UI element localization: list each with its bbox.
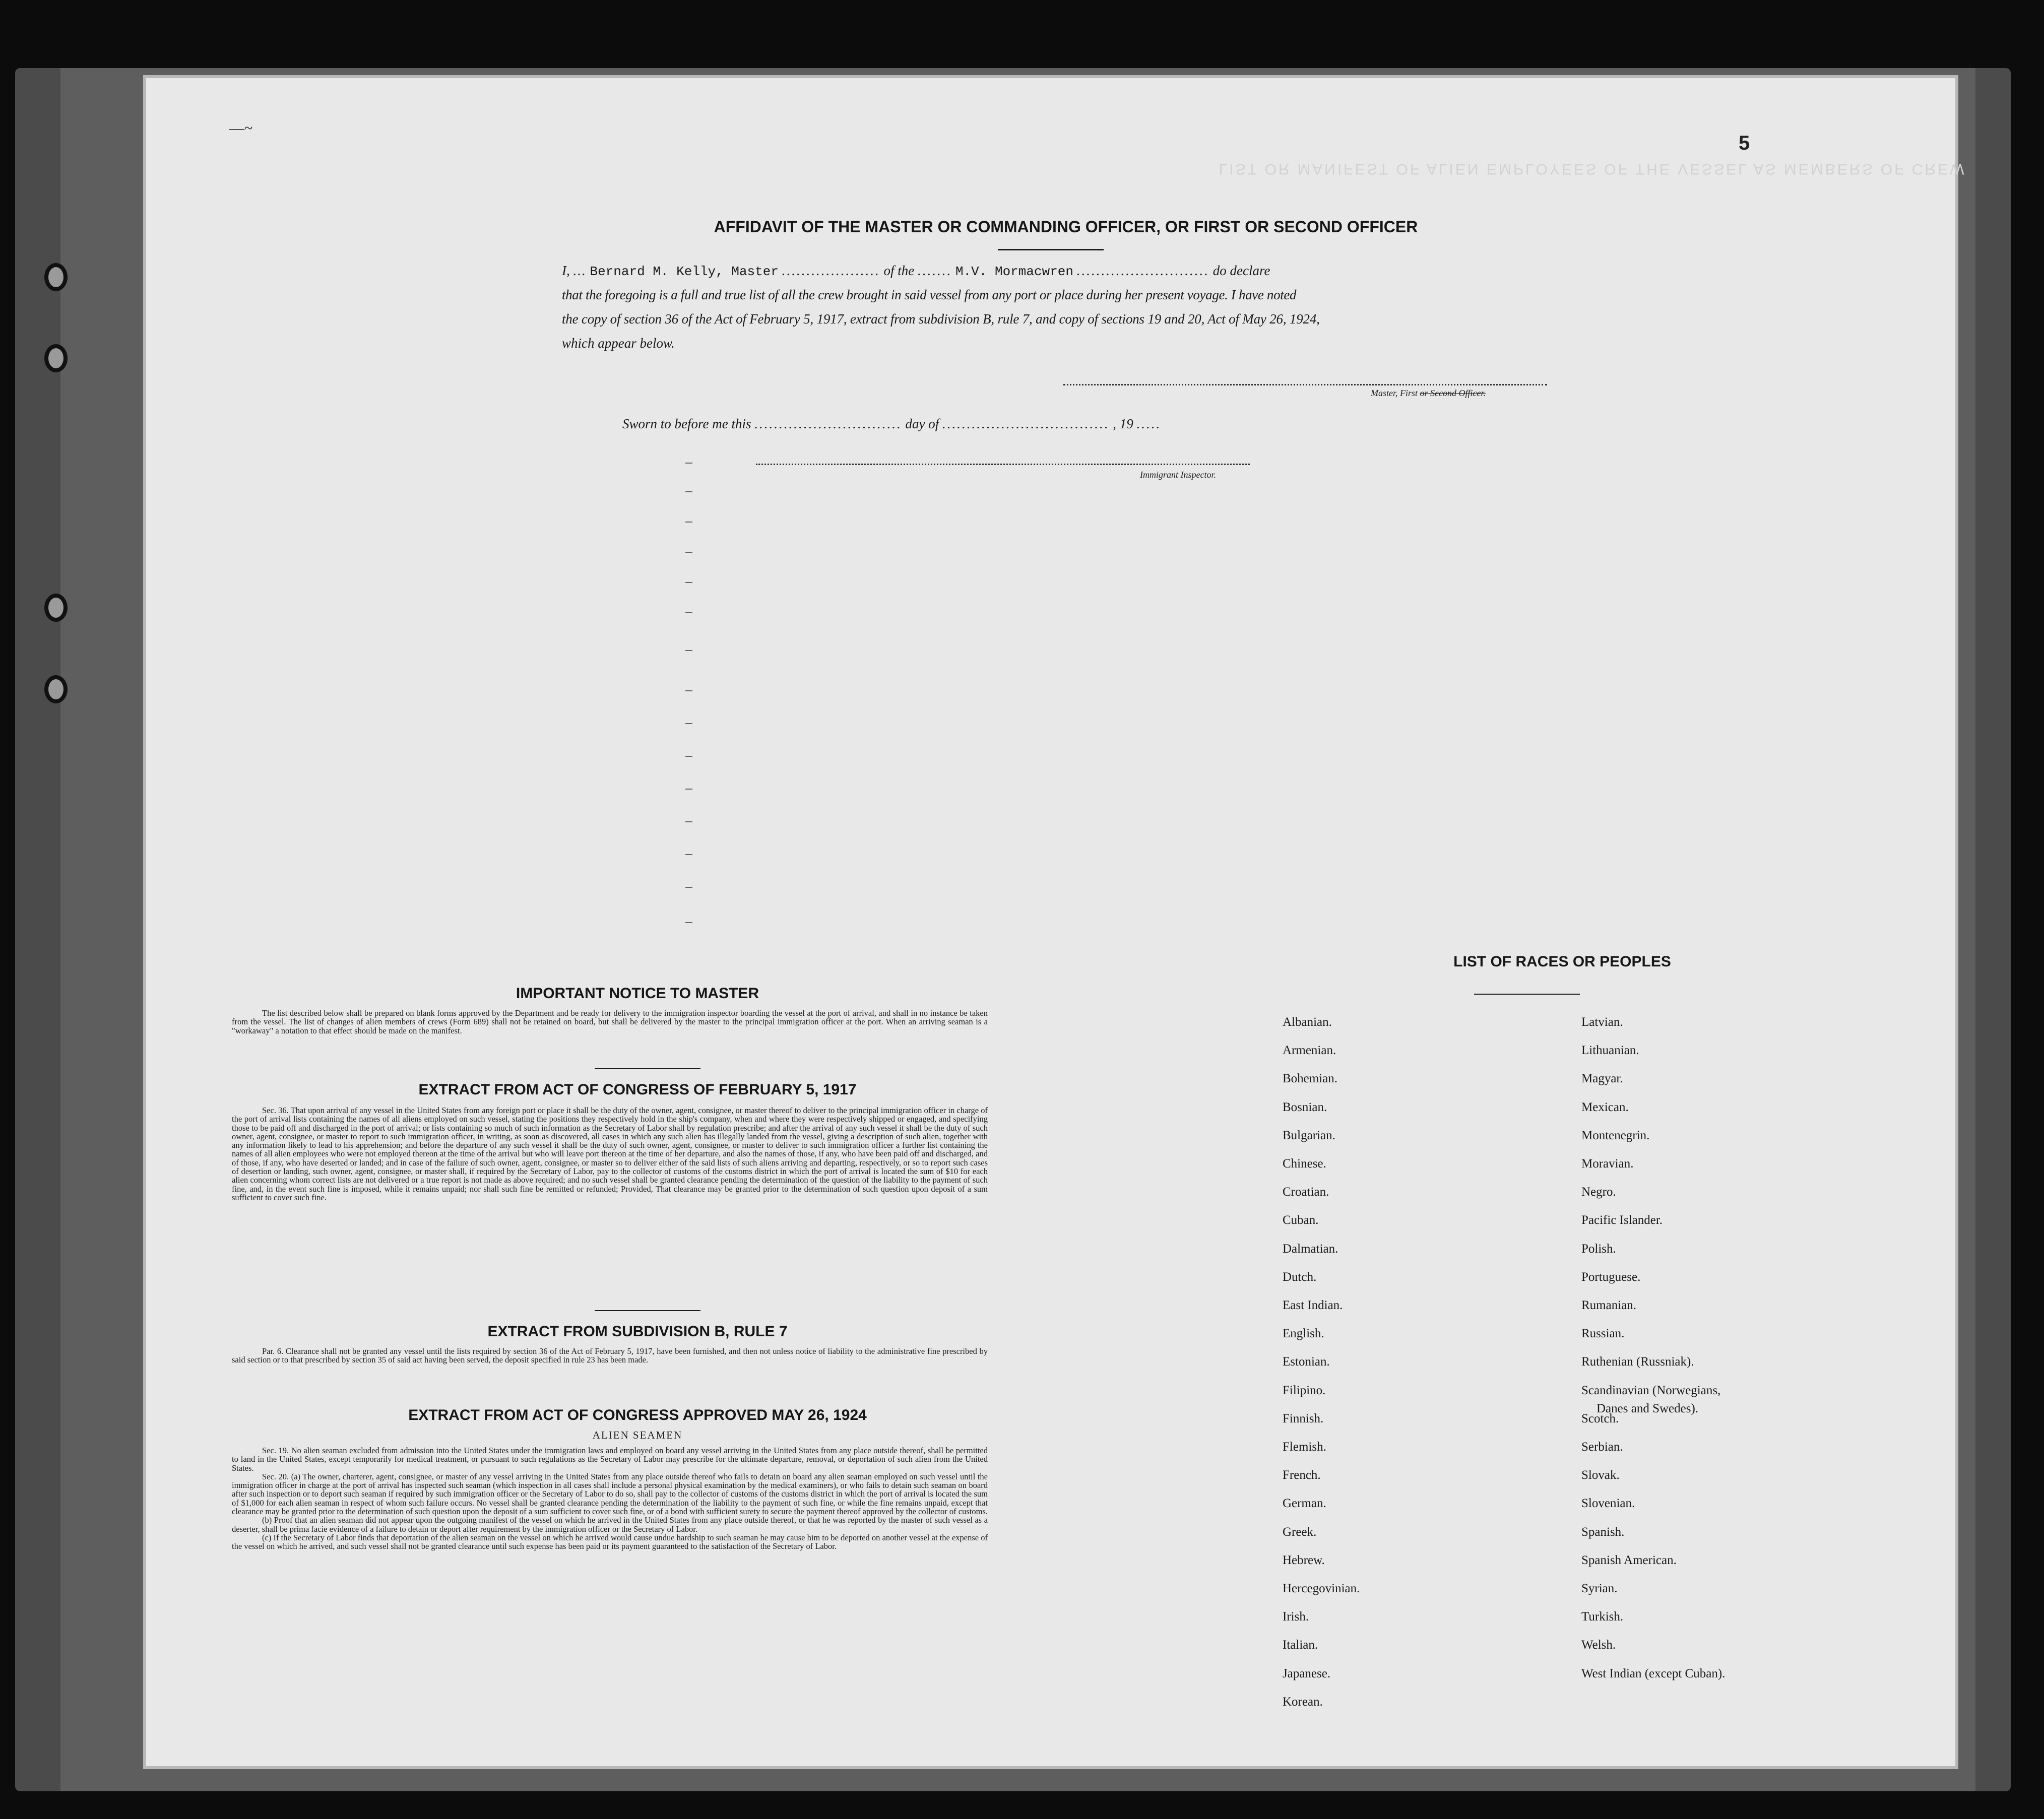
race-item: Polish. xyxy=(1581,1242,1616,1256)
race-item: French. xyxy=(1283,1468,1321,1482)
corner-dash-mark: —~ xyxy=(229,120,253,137)
faint-mark xyxy=(685,463,692,464)
faint-mark xyxy=(685,650,692,651)
race-item: Dutch. xyxy=(1283,1270,1317,1284)
race-item: Japanese. xyxy=(1283,1666,1331,1680)
sworn-line: Sworn to before me this .............................. day of .................................. , 19 ..... xyxy=(622,416,1162,431)
race-item: Portuguese. xyxy=(1581,1270,1641,1284)
race-item: Hercegovinian. xyxy=(1283,1582,1360,1595)
faint-mark xyxy=(685,612,692,613)
race-item: Slovenian. xyxy=(1581,1497,1635,1511)
race-item: Rumanian. xyxy=(1581,1298,1637,1312)
race-item: Danes and Swedes). xyxy=(1596,1401,1699,1415)
race-item: Albanian. xyxy=(1283,1015,1332,1029)
affidavit-line-2: that the foregoing is a full and true list of all the crew brought in said vessel from any port or place during her present voyage. I have noted xyxy=(562,287,1297,302)
race-item: Welsh. xyxy=(1581,1638,1616,1652)
punch-hole xyxy=(44,344,68,372)
faint-mark xyxy=(685,582,692,583)
race-item: Bulgarian. xyxy=(1283,1128,1335,1142)
race-item: English. xyxy=(1283,1327,1324,1341)
faint-mark xyxy=(685,723,692,724)
extract-1924-title: EXTRACT FROM ACT OF CONGRESS APPROVED MAY 26, 1924 xyxy=(408,1407,867,1423)
races-divider xyxy=(1474,994,1580,995)
section-19: Sec. 19. No alien seaman excluded from admission into the United States under the immigration laws and employed on board any vessel arriving in the United States from any place outside thereof, shall be permitted to land in the United States, except temporarily for medical treatment, or pursuant to such regulations as the Secretary of Labor may prescribe for the ultimate departure, removal, or deportation of such alien from the United States. xyxy=(232,1446,988,1473)
race-item: Moravian. xyxy=(1581,1157,1634,1171)
race-item: Estonian. xyxy=(1283,1355,1330,1369)
section-20a: Sec. 20. (a) The owner, charterer, agent, consignee, or master of any vessel arriving in the United States from any place outside thereof who fails to detain on board any alien seaman employed on such vessel until the immigration officer in charge at the port of arrival has inspected such seaman (which inspection in all cases shall include a personal physical examination by the medical examiners), or who fails to detain such seaman on board after such inspection or to deport such seaman if required by such immigration officer or the Secretary of Labor to do so, shall pay to the collector of customs of the customs district in which the port of arrival is located the sum of $1,000 for each alien seaman in respect of whom such failure occurs. No vessel shall be granted clearance pending the determination of the liability to the payment of such fine, or while the fine remains unpaid, except that clearance may be granted prior to the determination of such question upon the deposit of a sum sufficient to cover such fine, or of a bond with sufficient surety to secure the payment thereof approved by the collector of customs. xyxy=(232,1471,988,1517)
races-title: LIST OF RACES OR PEOPLES xyxy=(1453,953,1671,970)
punch-hole xyxy=(44,675,68,703)
section-divider xyxy=(595,1068,700,1069)
race-item: Latvian. xyxy=(1581,1015,1623,1029)
sworn-prefix: Sworn to before me this xyxy=(622,416,751,431)
race-item: Pacific Islander. xyxy=(1581,1213,1663,1227)
race-item: Negro. xyxy=(1581,1185,1616,1199)
vessel-name: M.V. Mormacwren xyxy=(955,264,1074,279)
sworn-day-label: day of xyxy=(905,416,939,431)
race-item: Irish. xyxy=(1283,1610,1309,1624)
affidavit-prefix: I, xyxy=(562,263,570,278)
of-the-label: of the xyxy=(883,263,915,278)
race-item: Turkish. xyxy=(1581,1610,1624,1624)
extract-1924-subtitle: ALIEN SEAMEN xyxy=(592,1429,683,1441)
race-item: Flemish. xyxy=(1283,1440,1326,1454)
race-item: Syrian. xyxy=(1581,1582,1618,1595)
faint-mark xyxy=(685,756,692,757)
section-20c: (c) If the Secretary of Labor finds that deportation of the alien seaman on the vessel on which he arrived would cause undue hardship to such seaman he may cause him to be deported on another vessel at the expense of the vessel on which he arrived, and such vessel shall not be granted clearance until such expense has been paid or its payment guaranteed to the satisfaction of the Secretary of Labor. xyxy=(232,1532,988,1551)
faint-mark xyxy=(685,522,692,523)
race-item: Spanish. xyxy=(1581,1525,1625,1539)
page-number-mark: 5 xyxy=(1739,132,1750,154)
race-item: Korean. xyxy=(1283,1695,1323,1709)
race-item: Bosnian. xyxy=(1283,1100,1327,1114)
race-item: Chinese. xyxy=(1283,1157,1326,1171)
extract-1917-text: Sec. 36. That upon arrival of any vessel in the United States from any foreign port or place it shall be the duty of the owner, agent, consignee, or master thereof to deliver to the principal immigration officer in charge of the port of arrival lists containing the names of all aliens employed on such vessel, stating the positions they respectively hold in the ship's company, when and where they were respectively shipped or engaged, and specifying those to be paid off and discharged in the port of arrival; or lists containing so much of such information as the Secretary of Labor shall by regulation prescribe; and after the arrival of any such vessel it shall be the duty of such owner, agent, consignee, or master to report to such immigration officer, in writing, as soon as discovered, all cases in which any such alien has illegally landed from the vessel, giving a description of such alien, together with any information likely to lead to his apprehension; and before the departure of any such vessel it shall be the duty of such owner, agent, consignee, or master to deliver to such immigration officer a further list containing the names of all alien employees who were not employed thereon at the time of the arrival but who will leave port thereon at the time of her departure, and also the names of those, if any, who have been paid off and discharged, and of those, if any, who have deserted or landed; and in case of the failure of such owner, agent, consignee, or master so to deliver either of the said lists of such aliens arriving and departing, respectively, or so to report such cases of desertion or landing, such owner, agent, consignee, or master shall, if required by the Secretary of Labor, pay to the collector of customs of the customs district in which the port of arrival is located the sum of $10 for each alien concerning whom correct lists are not delivered or a true report is not made as above required; and no such vessel shall be granted clearance pending the determination of the question of the liability to the payment of such fine, and, in the event such fine is imposed, while it remains unpaid; nor shall such fine be remitted or refunded; Provided, That clearance may be granted prior to the determination of such question upon deposit of a sum sufficient to cover such fine. xyxy=(232,1106,988,1202)
bleed-through-header: LIST OR MANIFEST OF ALIEN EMPLOYEES OF THE VESSEL AS MEMBERS OF CREW xyxy=(1219,161,1966,177)
inspector-signature-line xyxy=(756,464,1250,465)
race-item: Spanish American. xyxy=(1581,1553,1677,1567)
race-item: Ruthenian (Russniak). xyxy=(1581,1355,1694,1369)
faint-mark xyxy=(685,789,692,790)
notice-title: IMPORTANT NOTICE TO MASTER xyxy=(516,985,759,1002)
race-item: Mexican. xyxy=(1581,1100,1629,1114)
race-item: Cuban. xyxy=(1283,1213,1319,1227)
race-item: West Indian (except Cuban). xyxy=(1581,1666,1726,1680)
master-signature-line xyxy=(1063,384,1547,385)
extract-1917-title: EXTRACT FROM ACT OF CONGRESS OF FEBRUARY 5, 1917 xyxy=(418,1081,857,1098)
declarant-name: Bernard M. Kelly, Master xyxy=(590,264,779,279)
faint-mark xyxy=(685,887,692,888)
extract-rule7-text: Par. 6. Clearance shall not be granted any vessel until the lists required by section 36 of the Act of February 5, 1917, have been furnished, and then not unless notice of liability to the administrative fine prescribed by said section or to that prescribed by section 35 of said act having been served, the deposit specified in rule 23 has been made. xyxy=(232,1346,988,1365)
punch-hole xyxy=(44,594,68,622)
race-item: East Indian. xyxy=(1283,1298,1343,1312)
notice-text: The list described below shall be prepared on blank forms approved by the Department and be ready for delivery to the immigration inspector boarding the vessel at the port of arrival, and shall in no instance be taken from the vessel. The list of changes of alien members of crews (Form 689) shall not be retained on board, but shall be delivered by the master to the principal immigration officer at the port. When an arriving seaman is a "workaway" a notation to that effect should be made on the manifest. xyxy=(232,1008,988,1035)
race-item: Hebrew. xyxy=(1283,1553,1325,1567)
race-item: Armenian. xyxy=(1283,1044,1336,1058)
race-item: Croatian. xyxy=(1283,1185,1329,1199)
affidavit-line-3: the copy of section 36 of the Act of February 5, 1917, extract from subdivision B, rule 7, and copy of sections 19 and 20, Act of May 26, 1924, xyxy=(562,311,1320,327)
race-item: Russian. xyxy=(1581,1327,1625,1341)
section-divider xyxy=(595,1310,700,1311)
race-item: Dalmatian. xyxy=(1283,1242,1338,1256)
faint-mark xyxy=(685,922,692,923)
race-item: Magyar. xyxy=(1581,1072,1623,1086)
race-item: Bohemian. xyxy=(1283,1072,1338,1086)
title-divider xyxy=(998,249,1104,250)
faint-mark xyxy=(685,491,692,492)
extract-rule7-title: EXTRACT FROM SUBDIVISION B, RULE 7 xyxy=(487,1323,788,1340)
do-declare-label: do declare xyxy=(1212,263,1270,278)
sworn-year-label: , 19 xyxy=(1113,416,1133,431)
punch-hole xyxy=(44,263,68,291)
affidavit-title: AFFIDAVIT OF THE MASTER OR COMMANDING OFFICER, OR FIRST OR SECOND OFFICER xyxy=(714,218,1418,236)
race-item: Greek. xyxy=(1283,1525,1317,1539)
faint-mark xyxy=(685,854,692,855)
faint-mark xyxy=(685,690,692,691)
extract-1924-text xyxy=(232,1446,988,1551)
race-item: Scotch. xyxy=(1581,1411,1619,1425)
race-item: Montenegrin. xyxy=(1581,1128,1650,1142)
affidavit-line-4: which appear below. xyxy=(562,336,675,351)
race-item: Slovak. xyxy=(1581,1468,1620,1482)
race-item: German. xyxy=(1283,1497,1326,1511)
faint-mark xyxy=(685,821,692,822)
race-item: Scandinavian (Norwegians, xyxy=(1581,1383,1721,1397)
affidavit-line-1: I, ... Bernard M. Kelly, Master .................... of the ....... M.V. Mormacwren ........................... do declare xyxy=(562,263,1270,279)
race-item: Lithuanian. xyxy=(1581,1044,1639,1058)
race-item: Finnish. xyxy=(1283,1411,1324,1425)
race-item: Filipino. xyxy=(1283,1383,1326,1397)
section-20b: (b) Proof that an alien seaman did not appear upon the outgoing manifest of the vessel on which he arrived in the United States from any place outside thereof, or that he was reported by the master of such vessel as a deserter, shall be prima facie evidence of a failure to detain or deport after requirement by the immigration officer or the Secretary of Labor. xyxy=(232,1515,988,1534)
inspector-caption: Immigrant Inspector. xyxy=(1140,470,1216,480)
faint-mark xyxy=(685,552,692,553)
race-item: Serbian. xyxy=(1581,1440,1623,1454)
race-item: Italian. xyxy=(1283,1638,1318,1652)
signature-caption: Master, First or Second Officer. xyxy=(1371,388,1486,398)
